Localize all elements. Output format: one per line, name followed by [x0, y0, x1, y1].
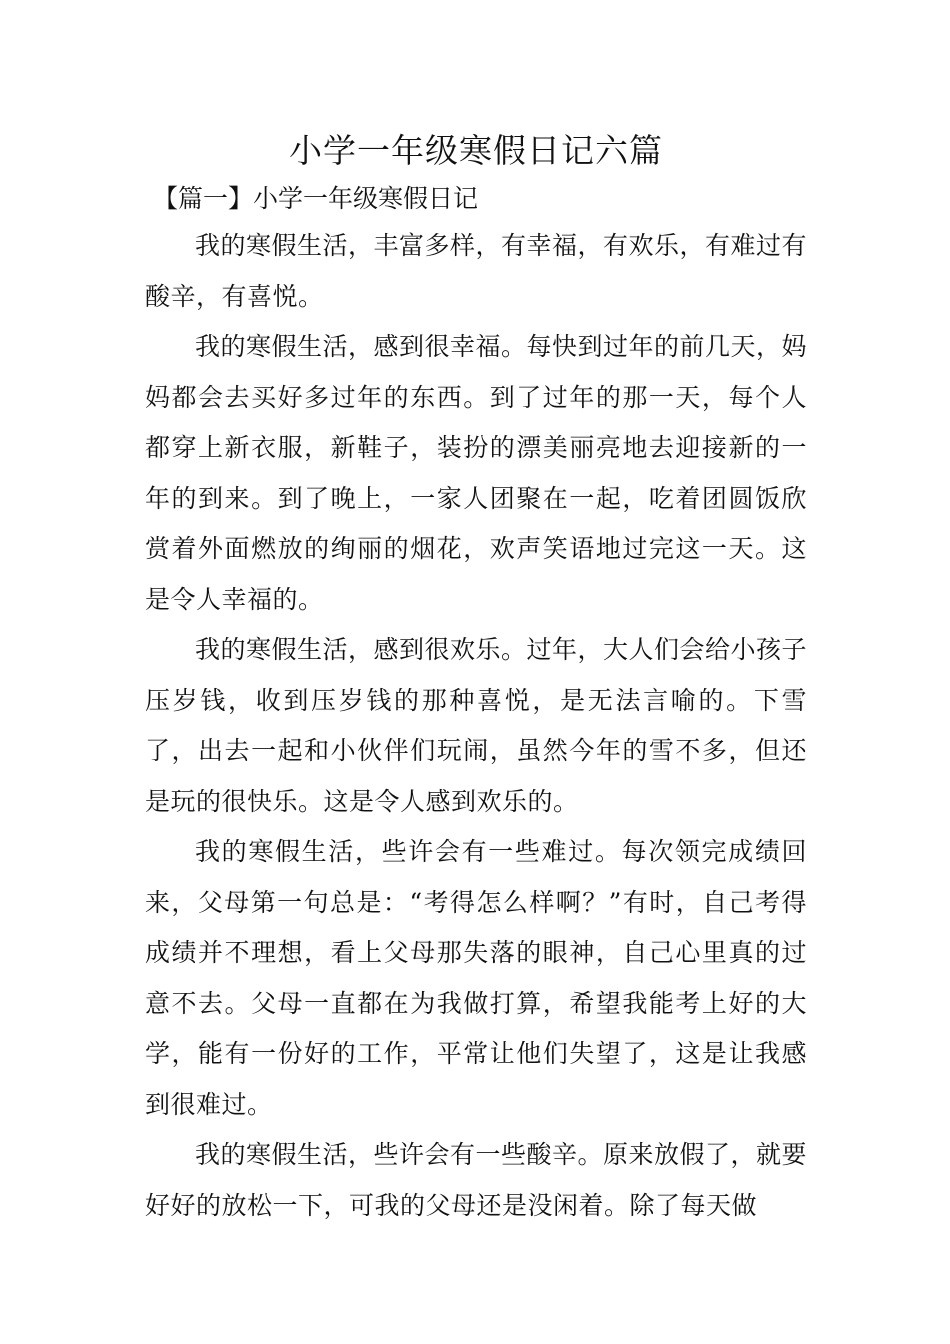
paragraph-3: 我的寒假生活，感到很欢乐。过年，大人们会给小孩子压岁钱，收到压岁钱的那种喜悦，是无法言喻的。下雪了，出去一起和小伙伴们玩闹，虽然今年的雪不多，但还是玩的很快乐。这是令人感到欢乐的。 [145, 635, 808, 816]
paragraph-5: 我的寒假生活，些许会有一些酸辛。原来放假了，就要好好的放松一下，可我的父母还是没闲着。除了每天做 [145, 1140, 808, 1220]
paragraph-1: 我的寒假生活，丰富多样，有幸福，有欢乐，有难过有酸辛，有喜悦。 [145, 231, 808, 311]
paragraph-2: 我的寒假生活，感到很幸福。每快到过年的前几天，妈妈都会去买好多过年的东西。到了过年的那一天，每个人都穿上新衣服，新鞋子，装扮的漂美丽亮地去迎接新的一年的到来。到了晚上，一家人团聚在一起，吃着团圆饭欣赏着外面燃放的绚丽的烟花，欢声笑语地过完这一天。这是令人幸福的。 [145, 332, 808, 614]
document-page [145, 125, 807, 1231]
section-heading: 【篇一】小学一年级寒假日记 [153, 184, 479, 213]
paragraph-4: 我的寒假生活，些许会有一些难过。每次领完成绩回来，父母第一句总是：“考得怎么样啊？”有时，自己考得成绩并不理想，看上父母那失落的眼神，自己心里真的过意不去。父母一直都在为我做打算，希望我能考上好的大学，能有一份好的工作，平常让他们失望了，这是让我感到很难过。 [145, 837, 807, 1119]
document-title: 小学一年级寒假日记六篇 [289, 131, 663, 170]
